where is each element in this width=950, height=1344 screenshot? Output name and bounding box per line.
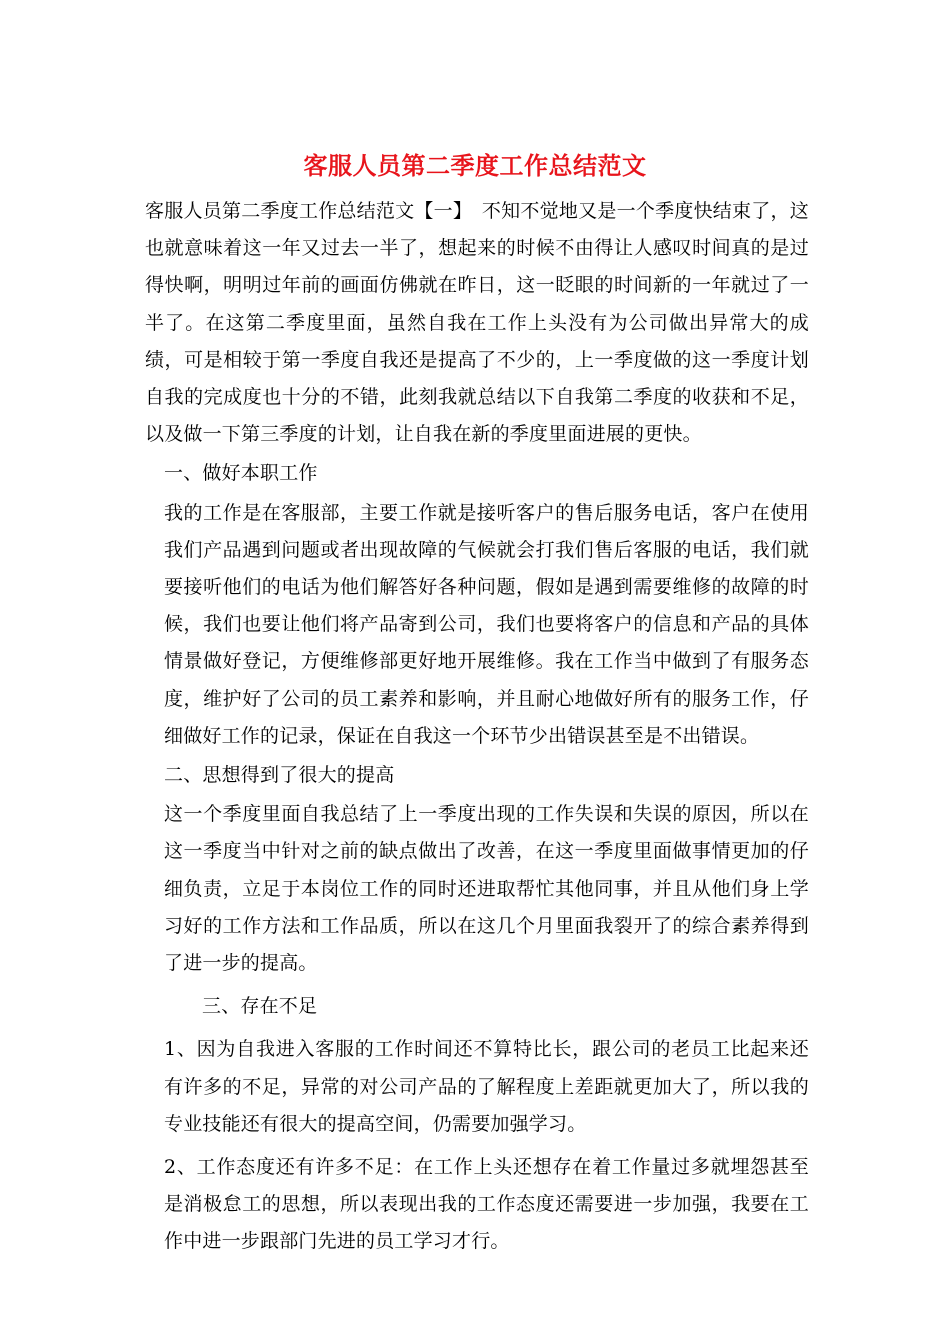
section-heading-3: 三、存在不足 (202, 995, 318, 1018)
list-item-2: 2、工作态度还有许多不足：在工作上头还想存在着工作量过多就埋怨甚至是消极怠工的思想，所以表现出我的工作态度还需要进一步加强，我要在工作中进一步跟部门先进的员工学习才行。 (164, 1156, 809, 1253)
section-paragraph-2: 这一个季度里面自我总结了上一季度出现的工作失误和失误的原因，所以在这一季度当中针对之前的缺点做出了改善，在这一季度里面做事情更加的仔细负责，立足于本岗位工作的同时还进取帮忙其他同事，并且从他们身上学习好的工作方法和工作品质，所以在这几个月里面我裂开了的综合素养得到了进一步的提高。 (164, 803, 809, 975)
document-title: 客服人员第二季度工作总结范文 (303, 151, 647, 180)
document-body (145, 193, 809, 1261)
section-heading-1: 一、做好本职工作 (164, 462, 318, 485)
intro-paragraph: 客服人员第二季度工作总结范文【一】 不知不觉地又是一个季度快结束了，这也就意味着这一年又过去一半了，想起来的时候不由得让人感叹时间真的是过得快啊，明明过年前的画面仿佛就在昨日，这一眨眼的时间新的一年就过了一半了。在这第二季度里面，虽然自我在工作上头没有为公司做出异常大的成绩，可是相较于第一季度自我还是提高了不少的，上一季度做的这一季度计划自我的完成度也十分的不错，此刻我就总结以下自我第二季度的收获和不足，以及做一下第三季度的计划，让自我在新的季度里面进展的更快。 (145, 200, 809, 446)
section-heading-2: 二、思想得到了很大的提高 (164, 764, 395, 787)
section-paragraph-1: 我的工作是在客服部，主要工作就是接听客户的售后服务电话，客户在使用我们产品遇到问题或者出现故障的气候就会打我们售后客服的电话，我们就要接听他们的电话为他们解答好各种问题，假如是遇到需要维修的故障的时候，我们也要让他们将产品寄到公司，我们也要将客户的信息和产品的具体情景做好登记，方便维修部更好地开展维修。我在工作当中做到了有服务态度，维护好了公司的员工素养和影响，并且耐心地做好所有的服务工作，仔细做好工作的记录，保证在自我这一个环节少出错误甚至是不出错误。 (164, 501, 809, 747)
list-item-1: 1、因为自我进入客服的工作时间还不算特比长，跟公司的老员工比起来还有许多的不足，异常的对公司产品的了解程度上差距就更加大了，所以我的专业技能还有很大的提高空间，仍需要加强学习。 (164, 1038, 809, 1135)
